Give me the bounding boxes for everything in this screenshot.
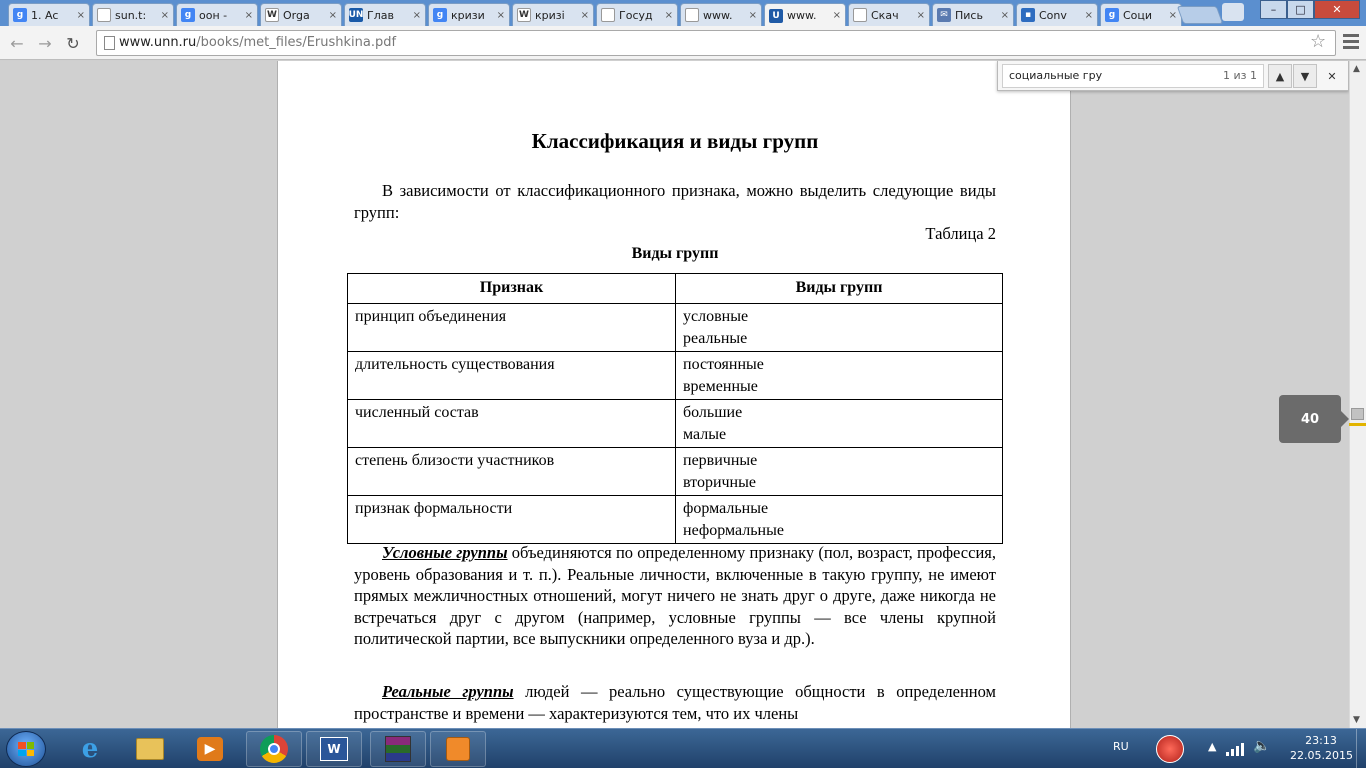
vertical-scrollbar[interactable] xyxy=(1349,61,1366,728)
reload-icon[interactable]: ↻ xyxy=(66,33,80,53)
tab-title: Госуд xyxy=(619,8,653,22)
chat-icon: ▪ xyxy=(1021,8,1035,22)
paragraph-real-groups xyxy=(354,681,996,724)
term-real-groups: Реальные группы xyxy=(382,682,514,701)
table-row xyxy=(348,352,1003,400)
document-icon xyxy=(97,8,111,22)
tab-title: Скач xyxy=(871,8,899,22)
group-type: временные xyxy=(683,377,758,395)
table-row xyxy=(348,400,1003,448)
google-icon: g xyxy=(433,8,447,22)
browser-tab[interactable] xyxy=(848,3,930,26)
tab-close-icon[interactable]: × xyxy=(1084,9,1093,21)
paragraph-1-text: объединяются по определенному признаку (пол, возраст, профессия, уровень образования и т. п.). Реальные личности, включенные в такую группу, не имеют прямых межличностных отношений, могут ничего не знать друг о друге, даже никогда не встречаться друг с другом (например, условные группы — все члены крупной политической партии, все выпускники определенного вуза и др.). xyxy=(354,543,996,648)
header-types: Виды групп xyxy=(676,274,1003,304)
browser-tab[interactable] xyxy=(512,3,594,26)
address-path: /books/met_files/Erushkina.pdf xyxy=(196,35,397,50)
antivirus-tray-icon[interactable] xyxy=(1156,735,1184,763)
tab-strip xyxy=(0,0,1366,26)
find-input[interactable] xyxy=(1002,64,1264,88)
table-row xyxy=(348,304,1003,352)
find-query: социальные гру xyxy=(1009,69,1103,82)
group-type: вторичные xyxy=(683,473,756,491)
wikipedia-icon: W xyxy=(265,8,279,22)
term-conditional-groups: Условные группы xyxy=(382,543,508,562)
tab-close-icon[interactable]: × xyxy=(412,9,421,21)
browser-tab[interactable] xyxy=(1100,3,1182,26)
tab-title: оон - xyxy=(199,8,228,22)
tab-close-icon[interactable]: × xyxy=(244,9,253,21)
browser-tab[interactable] xyxy=(8,3,90,26)
tab-title: Conv xyxy=(1039,8,1067,22)
table-header-row xyxy=(348,274,1003,304)
group-types-table xyxy=(347,273,1003,544)
document-icon xyxy=(853,8,867,22)
search-match-marker xyxy=(1349,423,1366,426)
file-manager-icon[interactable] xyxy=(122,731,178,767)
types-cell xyxy=(676,448,1003,496)
un-icon: UN xyxy=(348,10,364,20)
pdf-viewer xyxy=(0,61,1366,728)
word-icon[interactable]: W xyxy=(306,731,362,767)
group-type: неформальные xyxy=(683,521,784,539)
scroll-thumb[interactable] xyxy=(1351,408,1364,420)
clock-date: 22.05.2015 xyxy=(1290,749,1353,762)
scroll-down-icon[interactable]: ▼ xyxy=(1353,715,1360,725)
taskbar xyxy=(0,728,1366,768)
tab-title: Orga xyxy=(283,8,310,22)
document-icon xyxy=(685,8,699,22)
user-profile-icon[interactable] xyxy=(1222,3,1244,21)
types-cell xyxy=(676,304,1003,352)
winrar-icon[interactable] xyxy=(370,731,426,767)
table-title: Виды групп xyxy=(631,245,719,262)
google-icon: g xyxy=(1105,8,1119,22)
types-cell xyxy=(676,496,1003,544)
clock[interactable] xyxy=(1290,733,1352,763)
tab-title: 1. Ac xyxy=(31,8,59,22)
group-type: условные xyxy=(683,308,749,325)
feature-cell: принцип объединения xyxy=(348,304,676,352)
tab-title: www. xyxy=(703,8,733,22)
tab-title: www. xyxy=(787,9,817,22)
chrome-icon[interactable] xyxy=(246,731,302,767)
pdf-page xyxy=(277,61,1071,728)
mail-icon: ✉ xyxy=(937,8,951,22)
group-type: большие xyxy=(683,404,743,421)
find-match-count: 1 из 1 xyxy=(1223,69,1257,82)
find-bar xyxy=(997,61,1349,91)
feature-cell: степень близости участников xyxy=(348,448,676,496)
browser-tab[interactable] xyxy=(764,3,846,27)
back-arrow-icon[interactable]: ← xyxy=(10,33,24,53)
types-cell xyxy=(676,400,1003,448)
group-type: реальные xyxy=(683,329,748,347)
maximize-button[interactable]: □ xyxy=(1287,0,1314,19)
browser-tab[interactable] xyxy=(1016,3,1098,26)
menu-icon[interactable] xyxy=(1343,34,1359,52)
language-indicator[interactable]: RU xyxy=(1113,740,1129,753)
types-cell xyxy=(676,352,1003,400)
forward-arrow-icon[interactable]: → xyxy=(38,33,52,53)
group-type: первичные xyxy=(683,452,758,469)
internet-explorer-icon[interactable]: e xyxy=(81,734,99,764)
network-signal-icon[interactable] xyxy=(1226,742,1244,756)
tab-close-icon[interactable]: × xyxy=(664,9,673,21)
browser-tab[interactable] xyxy=(596,3,678,26)
feature-cell: длительность существования xyxy=(348,352,676,400)
tab-close-icon[interactable]: × xyxy=(496,9,505,21)
tab-title: кризі xyxy=(535,8,565,22)
browser-tab[interactable] xyxy=(932,3,1014,26)
browser-tab[interactable] xyxy=(680,3,762,26)
page-icon xyxy=(104,36,115,50)
browser-toolbar xyxy=(0,26,1366,60)
tab-close-icon[interactable]: × xyxy=(1000,9,1009,21)
new-tab-button[interactable] xyxy=(1177,6,1224,24)
tab-close-icon[interactable]: × xyxy=(1168,9,1177,21)
find-close-button[interactable]: ✕ xyxy=(1327,69,1337,83)
window-controls xyxy=(1260,0,1360,19)
google-icon: g xyxy=(13,8,27,22)
tab-close-icon[interactable]: × xyxy=(580,9,589,21)
unn-icon: U xyxy=(769,9,783,23)
tab-title: кризи xyxy=(451,8,485,22)
paint-icon[interactable] xyxy=(430,731,486,767)
tab-close-icon[interactable]: × xyxy=(916,9,925,21)
close-window-button[interactable]: ✕ xyxy=(1314,0,1360,19)
tab-close-icon[interactable]: × xyxy=(748,9,757,21)
page-heading: Классификация и виды групп xyxy=(531,129,819,153)
scroll-up-icon[interactable]: ▲ xyxy=(1353,64,1360,74)
wikipedia-icon: W xyxy=(517,8,531,22)
find-next-button[interactable]: ▼ xyxy=(1293,64,1317,88)
tab-title: Соци xyxy=(1123,8,1153,22)
group-type: формальные xyxy=(683,500,769,517)
page-number-indicator: 40 xyxy=(1279,395,1341,443)
header-feature: Признак xyxy=(348,274,676,304)
minimize-button[interactable]: – xyxy=(1260,0,1287,19)
browser-tab[interactable] xyxy=(428,3,510,26)
tab-title: Глав xyxy=(367,8,394,22)
table-row xyxy=(348,496,1003,544)
tab-title: sun.t: xyxy=(115,8,147,22)
table-row xyxy=(348,448,1003,496)
clock-time: 23:13 xyxy=(1305,734,1337,747)
table-number: Таблица 2 xyxy=(925,224,996,243)
group-type: постоянные xyxy=(683,356,764,373)
browser-tab[interactable] xyxy=(92,3,174,26)
google-icon: g xyxy=(181,8,195,22)
paragraph-conditional-groups xyxy=(354,542,996,650)
tab-close-icon[interactable]: × xyxy=(76,9,85,21)
bookmark-star-icon[interactable]: ☆ xyxy=(1310,31,1327,52)
intro-paragraph xyxy=(354,180,996,223)
tab-close-icon[interactable]: × xyxy=(328,9,337,21)
address-bar[interactable] xyxy=(96,30,1336,56)
tab-title: Пись xyxy=(955,8,983,22)
find-previous-button[interactable]: ▲ xyxy=(1268,64,1292,88)
feature-cell: признак формальности xyxy=(348,496,676,544)
paragraph-2-text: людей — реально существующие общности в определенном пространстве и времени — характеризуются тем, что их члены xyxy=(354,682,996,723)
show-desktop-button[interactable] xyxy=(1356,729,1366,768)
document-icon xyxy=(601,8,615,22)
browser-tab[interactable] xyxy=(260,3,342,26)
volume-icon[interactable]: 🔈 xyxy=(1253,738,1271,754)
address-host: www.unn.ru xyxy=(119,35,197,50)
tab-close-icon[interactable]: × xyxy=(160,9,169,21)
browser-tab[interactable] xyxy=(176,3,258,26)
feature-cell: численный состав xyxy=(348,400,676,448)
group-type: малые xyxy=(683,425,727,443)
media-player-icon[interactable]: ▶ xyxy=(182,731,238,767)
windows-logo-icon xyxy=(18,742,34,756)
start-button[interactable] xyxy=(6,731,46,767)
browser-tab[interactable] xyxy=(344,3,426,26)
show-hidden-icons-icon[interactable]: ▲ xyxy=(1208,740,1217,753)
intro-text: В зависимости от классификационного признака, можно выделить следующие виды групп: xyxy=(354,181,996,222)
tab-close-icon[interactable]: × xyxy=(832,10,841,21)
